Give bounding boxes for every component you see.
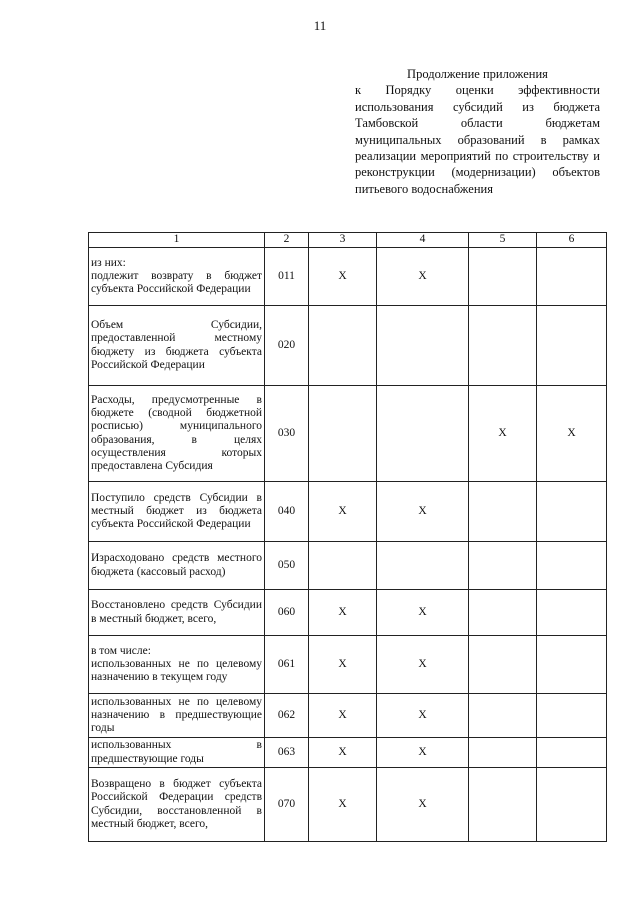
cell-col6: [537, 768, 607, 842]
row-label: [89, 590, 265, 636]
cell-col6: [537, 248, 607, 306]
row-label-line: Расходы, предусмотренные в бюджете (сводной бюджетной росписью) муниципального образования, в целях осуществления которых предоставлена Субсидия: [91, 393, 262, 473]
cell-col6: [537, 590, 607, 636]
cell-col5: [469, 306, 537, 386]
cell-col5: [469, 542, 537, 590]
cell-col6: [537, 636, 607, 694]
cell-col6: [537, 482, 607, 542]
row-label: [89, 482, 265, 542]
cell-col5: [469, 768, 537, 842]
row-label-line: Израсходовано средств местного бюджета (кассовый расход): [91, 552, 262, 578]
cell-col3: X: [309, 482, 377, 542]
row-label: [89, 306, 265, 386]
row-code: 030: [265, 386, 309, 482]
row-label: [89, 636, 265, 694]
table-body: [89, 248, 607, 842]
cell-col6: [537, 542, 607, 590]
row-label: [89, 386, 265, 482]
cell-col3: X: [309, 248, 377, 306]
row-label-line: подлежит возврату в бюджет субъекта Российской Федерации: [91, 269, 262, 296]
report-table: [88, 232, 607, 842]
table-row: [89, 306, 607, 386]
row-label-line: Восстановлено средств Субсидии в местный бюджет, всего,: [91, 599, 262, 625]
cell-col6: X: [537, 386, 607, 482]
table-header-row: [89, 233, 607, 248]
cell-col5: X: [469, 386, 537, 482]
table-row: [89, 482, 607, 542]
table-row: [89, 768, 607, 842]
cell-col4: [377, 386, 469, 482]
row-label: [89, 694, 265, 738]
cell-col4: X: [377, 694, 469, 738]
cell-col6: [537, 738, 607, 768]
row-code: 020: [265, 306, 309, 386]
row-code: 063: [265, 738, 309, 768]
row-code: 050: [265, 542, 309, 590]
cell-col5: [469, 248, 537, 306]
row-label-line: Возвращено в бюджет субъекта Российской Федерации средств Субсидии, восстановленной в местный бюджет, всего,: [91, 777, 262, 830]
row-label-line: в том числе:: [91, 644, 151, 657]
cell-col4: X: [377, 636, 469, 694]
table-row: [89, 248, 607, 306]
column-header: 3: [309, 233, 377, 248]
table-row: [89, 738, 607, 768]
table-row: [89, 694, 607, 738]
row-label: [89, 248, 265, 306]
column-header: 1: [89, 233, 265, 248]
row-label: [89, 768, 265, 842]
row-code: 040: [265, 482, 309, 542]
row-label-line: использованных в предшествующие годы: [91, 739, 262, 765]
column-header: 5: [469, 233, 537, 248]
cell-col3: X: [309, 590, 377, 636]
cell-col5: [469, 636, 537, 694]
column-header: 4: [377, 233, 469, 248]
cell-col3: X: [309, 768, 377, 842]
cell-col4: X: [377, 768, 469, 842]
cell-col3: X: [309, 738, 377, 768]
cell-col3: X: [309, 636, 377, 694]
cell-col6: [537, 694, 607, 738]
row-code: 062: [265, 694, 309, 738]
row-code: 070: [265, 768, 309, 842]
row-label: [89, 738, 265, 768]
row-code: 011: [265, 248, 309, 306]
table-row: [89, 636, 607, 694]
cell-col5: [469, 590, 537, 636]
row-label-line: Объем Субсидии, предоставленной местному бюджету из бюджета субъекта Российской Федерации: [91, 318, 262, 371]
row-label-line: из них:: [91, 256, 126, 269]
cell-col4: [377, 542, 469, 590]
row-label-line: использованных не по целевому назначению в предшествующие годы: [91, 695, 262, 735]
cell-col4: X: [377, 482, 469, 542]
cell-col3: [309, 386, 377, 482]
row-label-line: использованных не по целевому назначению в текущем году: [91, 657, 262, 684]
cell-col3: [309, 306, 377, 386]
appendix-reference: [355, 66, 600, 197]
column-header: 2: [265, 233, 309, 248]
cell-col3: [309, 542, 377, 590]
cell-col5: [469, 694, 537, 738]
cell-col6: [537, 306, 607, 386]
cell-col5: [469, 738, 537, 768]
cell-col4: X: [377, 738, 469, 768]
appendix-heading: Продолжение приложения: [407, 67, 548, 81]
cell-col4: [377, 306, 469, 386]
column-header: 6: [537, 233, 607, 248]
cell-col4: X: [377, 590, 469, 636]
row-code: 061: [265, 636, 309, 694]
table-row: [89, 542, 607, 590]
page-number: 11: [313, 18, 327, 33]
row-code: 060: [265, 590, 309, 636]
table-row: [89, 386, 607, 482]
table-row: [89, 590, 607, 636]
row-label: [89, 542, 265, 590]
cell-col3: X: [309, 694, 377, 738]
row-label-line: Поступило средств Субсидии в местный бюджет из бюджета субъекта Российской Федерации: [91, 491, 262, 531]
appendix-text: к Порядку оценки эффективности использования субсидий из бюджета Тамбовской области бюджетам муниципальных образований в рамках реализации мероприятий по строительству и реконструкции (модернизации) объектов питьевого водоснабжения: [355, 83, 600, 196]
cell-col4: X: [377, 248, 469, 306]
cell-col5: [469, 482, 537, 542]
